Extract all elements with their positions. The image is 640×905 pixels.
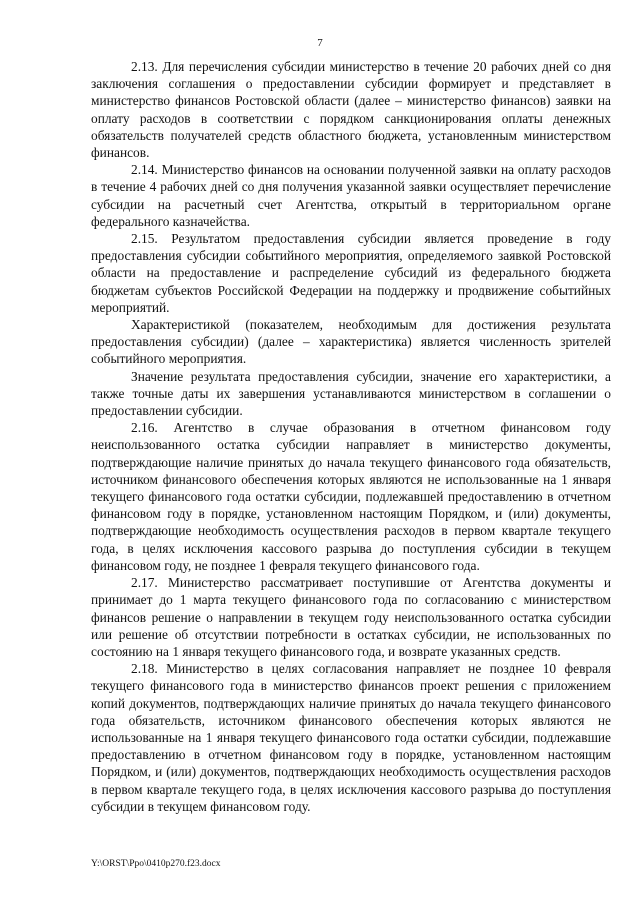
paragraph-2-15: 2.15. Результатом предоставления субсидии является проведение в году предоставления субсидии событийного мероприятия, определяемого заявкой Ростовской области на предоставление и распределение субсидий из федерального бюджета бюджетам субъектов Российской Федерации на поддержку и продвижение событийных мероприятий. <box>91 231 611 315</box>
paragraph-characteristic: Характеристикой (показателем, необходимым для достижения результата предоставления субсидии) (далее – характеристика) является численность зрителей событийного мероприятия. <box>91 317 611 367</box>
paragraph-result-value: Значение результата предоставления субсидии, значение его характеристики, а также точные даты их завершения устанавливаются министерством в соглашении о предоставлении субсидии. <box>91 368 611 419</box>
footer-file-path: Y:\ORST\Ppo\0410p270.f23.docx <box>91 859 221 869</box>
paragraph-2-13: 2.13. Для перечисления субсидии министерство в течение 20 рабочих дней со дня заключения соглашения о предоставлении субсидии формирует и представляет в министерство финансов Ростовской области (далее – министерство финансов) заявки на оплату расходов в соответствии с порядком санкционирования оплаты денежных обязательств получателей средств областного бюджета, установленным министерством финансов. <box>91 59 611 161</box>
paragraph-2-16: 2.16. Агентство в случае образования в отчетном финансовом году неиспользованного остатка субсидии направляет в министерство документы, подтверждающие наличие принятых до начала текущего финансового года обязательств, источником финансового обеспечения которых являются не использованные на 1 января текущего финансового года остатки субсидии, подлежавшей предоставлению в отчетном финансовом году в порядке, установленном настоящим Порядком, и (или) документы, подтверждающие необходимость осуществления расходов в первом квартале текущего года, в целях исключения кассового разрыва до поступления субсидии в текущем финансовом году, не позднее 1 февраля текущего финансового года. <box>91 420 611 573</box>
paragraph-2-17: 2.17. Министерство рассматривает поступившие от Агентства документы и принимает до 1 марта текущего финансового года по согласованию с министерством финансов решение о направлении в текущем году неиспользованного остатка субсидии или решение об отсутствии потребности в остатках субсидии, не использованных по состоянию на 1 января текущего финансового года, и возврате указанных средств. <box>91 575 611 659</box>
page-number: 7 <box>317 37 323 49</box>
document-body <box>91 58 611 815</box>
paragraph-2-18: 2.18. Министерство в целях согласования направляет не позднее 10 февраля текущего финансового года в министерство финансов проект решения с приложением копий документов, подтверждающих наличие принятых до начала текущего финансового года обязательств, источником финансового обеспечения которых являются не использованные на 1 января текущего финансового года остатки субсидии, подлежавшие предоставлению в отчетном финансовом году в порядке, установленном настоящим Порядком, и (или) документов, подтверждающих необходимость осуществления расходов в первом квартале текущего года, в целях исключения кассового разрыва до поступления субсидии в текущем финансовом году. <box>91 661 611 814</box>
paragraph-2-14: 2.14. Министерство финансов на основании полученной заявки на оплату расходов в течение 4 рабочих дней со дня получения указанной заявки осуществляет перечисление субсидии на расчетный счет Агентства, открытый в территориальном органе федерального казначейства. <box>91 162 611 229</box>
